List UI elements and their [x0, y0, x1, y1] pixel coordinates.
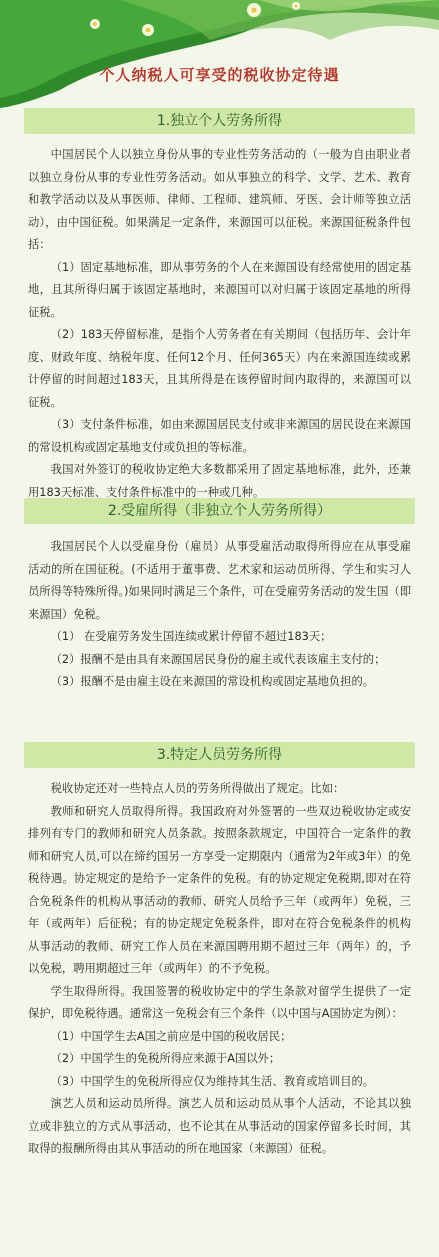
- section-heading: 1.独立个人劳务所得: [24, 108, 415, 134]
- section-heading: 3.特定人员劳务所得: [24, 742, 415, 768]
- leaf-banner-graphic: [0, 0, 439, 108]
- paragraph: 税收协定还对一些特点人员的劳务所得做出了规定。比如：: [50, 782, 345, 795]
- paragraph: 我国居民个人以受雇身份（雇员）从事受雇活动取得所得应在从事受雇活动的所在国征税。(不适用于董事费、艺术家和运动员所得、学生和实习人员所得等特殊所得。)如果同时满足三个条件，可在受雇劳务活动的发生国（即来源国）免税。: [28, 540, 411, 621]
- list-item: （2）183天停留标准，是指个人劳务者在有关期间（包括历年、会计年度、财政年度、纳税年度、任何12个月、任何365天）内在来源国连续或累计停留的时间超过183天，且其所得是在该停留时间内取得的，来源国可以征税。: [28, 328, 411, 409]
- section-employment-income: [24, 498, 415, 694]
- paragraph: 我国对外签订的税收协定绝大多数都采用了固定基地标准，此外，还兼用183天标准、支付条件标准中的一种或几种。: [28, 463, 411, 499]
- paragraph: 学生取得所得。我国签署的税收协定中的学生条款对留学生提供了一定保护，即免税待遇。通常这一免税会有三个条件（以中国与A国协定为例）：: [28, 984, 411, 1020]
- paragraph: 中国居民个人以独立身份从事的专业性劳务活动的（一般为自由职业者以独立身份从事的专业性劳务活动。如从事独立的科学、文学、艺术、教育和教学活动以及从事医师、律师、工程师、建筑师、牙医、会计师等独立活动），由中国征税。如果满足一定条件，来源国可以征税。来源国征税条件包括：: [28, 148, 411, 251]
- list-item: （1） 在受雇劳务发生国连续或累计停留不超过183天；: [50, 630, 332, 643]
- list-item: （3）支付条件标准，如由来源国居民支付或非来源国的居民设在来源国的常设机构或固定基地支付或负担的等标准。: [28, 418, 411, 454]
- paragraph: 演艺人员和运动员所得。演艺人员和运动员从事个人活动，不论其以独立或非独立的方式从事活动，也不论其在从事活动的国家停留多长时间，其取得的报酬所得由其从事活动的所在地国家（来源国）征税。: [28, 1097, 411, 1155]
- section-heading: 2.受雇所得（非独立个人劳务所得）: [24, 498, 415, 524]
- list-item: （2）报酬不是由具有来源国居民身份的雇主或代表该雇主支付的；: [50, 652, 386, 666]
- section-independent-services: [24, 108, 415, 504]
- page-title: 个人纳税人可享受的税收协定待遇: [99, 66, 340, 84]
- header-banner: [0, 0, 439, 108]
- list-item: （3）中国学生的免税所得应仅为维持其生活、教育或培训目的。: [50, 1074, 375, 1088]
- list-item: （1）中国学生去A国之前应是中国的税收居民；: [50, 1029, 292, 1043]
- list-item: （3）报酬不是由雇主设在来源国的常设机构或固定基地负担的。: [50, 675, 375, 688]
- paragraph: 教师和研究人员取得所得。我国政府对外签署的一些双边税收协定或安排列有专门的教师和研究人员条款。按照条款规定，中国符合一定条件的教师和研究人员,可以在缔约国另一方享受一定期限内（通常为2年或3年）的免税待遇。协定规定的是给予一定条件的免税。有的协定规定免税期,即对在符合免税条件的机构从事活动的教师、研究人员给予三年（或两年）免税，三年（或两年）后征税；有的协定规定免税条件，即对在符合免税条件的机构从事活动的教师、研究工作人员在来源国聘用期不超过三年（两年）的，予以免税，聘用期超过三年（或两年）的不予免税。: [28, 804, 411, 975]
- section-specific-persons: [24, 742, 415, 1161]
- list-item: （1）固定基地标准，即从事劳务的个人在来源国设有经常使用的固定基地，且其所得归属于该固定基地时，来源国可以对归属于该固定基地的所得征税。: [28, 260, 411, 319]
- list-item: （2）中国学生的免税所得应来源于A国以外；: [50, 1052, 281, 1065]
